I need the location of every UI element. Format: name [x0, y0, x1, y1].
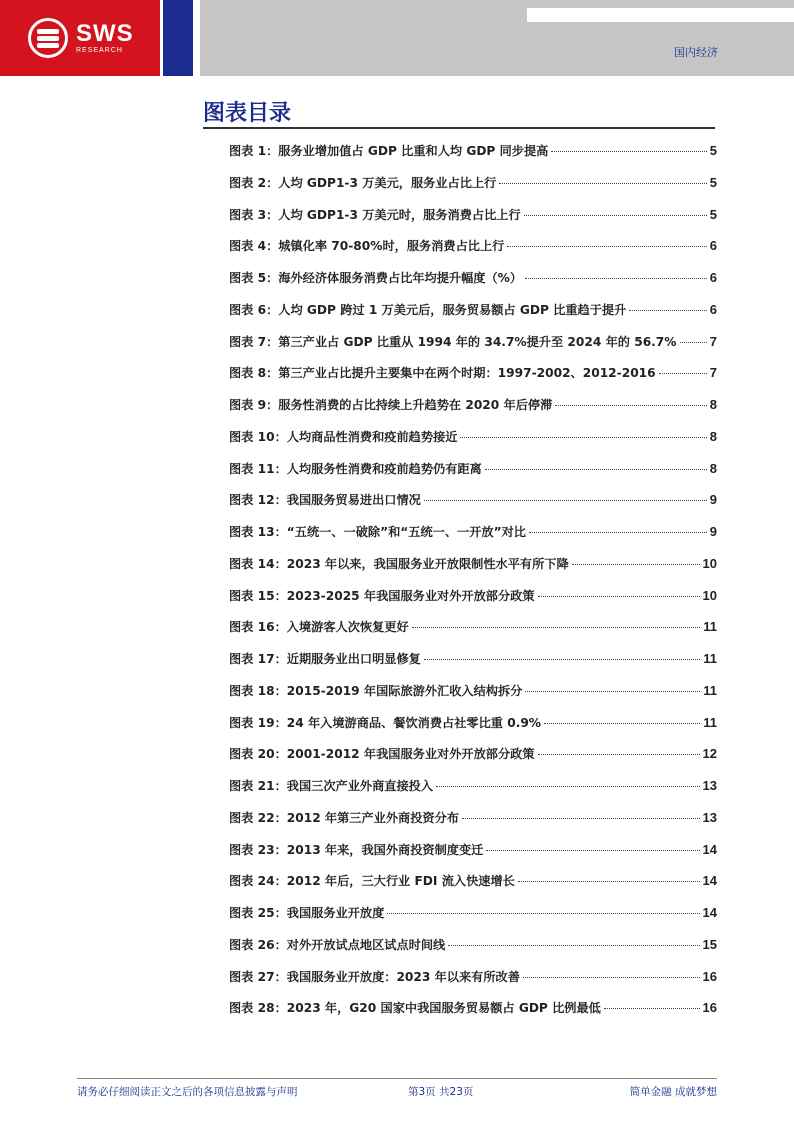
footer-divider	[77, 1078, 717, 1079]
toc-dot-leader	[529, 532, 707, 533]
toc-entry-page: 8	[709, 460, 717, 476]
toc-dot-leader	[523, 977, 700, 978]
toc-entry[interactable]	[229, 364, 717, 396]
toc-entry-page: 13	[702, 809, 717, 825]
toc-entry-label: 图表 16：入境游客人次恢复更好	[229, 620, 409, 635]
header-blue-bar	[163, 0, 193, 76]
toc-entry[interactable]	[229, 428, 717, 460]
title-divider	[203, 127, 715, 129]
toc-entry[interactable]	[229, 777, 717, 809]
toc-entry-page: 10	[702, 555, 717, 571]
toc-entry[interactable]	[229, 618, 717, 650]
logo-text	[76, 19, 134, 55]
toc-entry[interactable]	[229, 269, 717, 301]
toc-entry[interactable]	[229, 936, 717, 968]
toc-dot-leader	[424, 659, 700, 660]
toc-entry-page: 14	[702, 873, 717, 889]
toc-entry-label: 图表 3：人均 GDP1-3 万美元时，服务消费占比上行	[229, 207, 521, 222]
toc-entry-page: 15	[702, 936, 717, 952]
toc-entry-page: 9	[709, 492, 717, 508]
toc-entry-page: 8	[709, 428, 717, 444]
toc-entry-page: 16	[702, 1000, 717, 1016]
toc-entry-page: 11	[703, 682, 717, 698]
toc-entry-label: 图表 20：2001-2012 年我国服务业对外开放部分政策	[229, 747, 535, 762]
toc-entry-label: 图表 9：服务性消费的占比持续上升趋势在 2020 年后停滞	[229, 398, 553, 412]
toc-entry-label: 图表 11：人均服务性消费和疫前趋势仍有距离	[229, 461, 482, 476]
toc-entry-page: 14	[702, 905, 717, 920]
toc-entry-label: 图表 14：2023 年以来，我国服务业开放限制性水平有所下降	[229, 556, 569, 571]
toc-entry-page: 14	[702, 841, 717, 857]
toc-entry-label: 图表 2：人均 GDP1-3 万美元，服务业占比上行	[229, 175, 497, 190]
logo-mark-icon	[28, 18, 68, 58]
toc-dot-leader	[538, 596, 700, 597]
toc-entry-label: 图表 24：2012 年后，三大行业 FDI 流入快速增长	[229, 874, 515, 889]
toc-entry-page: 16	[702, 968, 717, 984]
toc-entry-page: 12	[702, 746, 717, 762]
toc-entry[interactable]	[229, 237, 717, 269]
toc-entry-page: 10	[702, 587, 717, 603]
toc-entry[interactable]	[229, 587, 717, 619]
section-label: 国内经济	[674, 46, 718, 59]
toc-dot-leader	[555, 405, 707, 406]
toc-dot-leader	[436, 786, 700, 787]
toc-entry-label: 图表 8：第三产业占比提升主要集中在两个时期：1997-2002、2012-2016	[229, 366, 656, 381]
toc-entry-label: 图表 5：海外经济体服务消费占比年均提升幅度（%）	[229, 271, 523, 285]
toc-entry-label: 图表 25：我国服务业开放度	[229, 906, 385, 920]
footer-page-number: 第3页 共23页	[408, 1086, 474, 1098]
toc-dot-leader	[572, 564, 700, 565]
logo-main-text: SWS	[76, 19, 134, 47]
toc-dot-leader	[524, 215, 707, 216]
toc-entry-label: 图表 15：2023-2025 年我国服务业对外开放部分政策	[229, 588, 535, 603]
toc-entry[interactable]	[229, 301, 717, 333]
toc-dot-leader	[604, 1008, 700, 1009]
toc-entry-label: 图表 22：2012 年第三产业外商投资分布	[229, 810, 459, 825]
toc-entry[interactable]	[229, 682, 717, 714]
toc-entry-page: 8	[709, 397, 717, 412]
toc-entry-page: 6	[709, 238, 717, 254]
toc-entry-page: 5	[709, 174, 717, 190]
toc-dot-leader	[680, 342, 707, 343]
toc-entry-page: 5	[709, 206, 717, 222]
toc-entry-label: 图表 28：2023 年，G20 国家中我国服务贸易额占 GDP 比例最低	[229, 1001, 601, 1016]
footer-disclaimer: 请务必仔细阅读正文之后的各项信息披露与声明	[77, 1086, 298, 1098]
toc-dot-leader	[525, 278, 707, 279]
toc-dot-leader	[507, 246, 706, 247]
toc-dot-leader	[551, 151, 706, 152]
toc-entry-label: 图表 7：第三产业占 GDP 比重从 1994 年的 34.7%提升至 2024 年的 56.7%	[229, 334, 677, 349]
toc-entry[interactable]	[229, 872, 717, 904]
toc-entry-page: 9	[709, 524, 717, 539]
toc-dot-leader	[659, 373, 707, 374]
toc-entry-page: 11	[703, 651, 717, 666]
toc-entry-page: 6	[709, 301, 717, 317]
toc-entry-label: 图表 27：我国服务业开放度：2023 年以来有所改善	[229, 969, 520, 984]
toc-entry[interactable]	[229, 968, 717, 1000]
toc-entry-label: 图表 6：人均 GDP 跨过 1 万美元后，服务贸易额占 GDP 比重趋于提升	[229, 302, 627, 317]
company-logo	[0, 0, 160, 76]
toc-entry-label: 图表 12：我国服务贸易进出口情况	[229, 493, 421, 508]
toc-dot-leader	[499, 183, 706, 184]
toc-dot-leader	[412, 627, 701, 628]
toc-entry-label: 图表 1：服务业增加值占 GDP 比重和人均 GDP 同步提高	[229, 144, 549, 158]
logo-sub-text: RESEARCH	[76, 46, 123, 54]
toc-dot-leader	[486, 850, 699, 851]
toc-entry-label: 图表 10：人均商品性消费和疫前趋势接近	[229, 429, 458, 444]
toc-entry-label: 图表 21：我国三次产业外商直接投入	[229, 779, 434, 793]
toc-entry-page: 13	[702, 778, 717, 793]
toc-dot-leader	[387, 913, 699, 914]
toc-entry[interactable]	[229, 174, 717, 206]
toc-dot-leader	[424, 500, 707, 501]
toc-entry-label: 图表 17：近期服务业出口明显修复	[229, 652, 421, 666]
toc-entry[interactable]	[229, 396, 717, 428]
toc-list	[229, 142, 717, 1031]
toc-dot-leader	[538, 754, 700, 755]
footer-slogan: 简单金融 成就梦想	[629, 1086, 717, 1098]
toc-entry[interactable]	[229, 142, 717, 174]
toc-entry-label: 图表 18：2015-2019 年国际旅游外汇收入结构拆分	[229, 683, 523, 698]
header-white-strip	[527, 8, 794, 22]
toc-dot-leader	[485, 469, 707, 470]
toc-entry-label: 图表 4：城镇化率 70-80%时，服务消费占比上行	[229, 239, 505, 254]
toc-entry[interactable]	[229, 491, 717, 523]
toc-entry[interactable]	[229, 206, 717, 238]
toc-entry[interactable]	[229, 745, 717, 777]
toc-dot-leader	[629, 310, 706, 311]
toc-entry[interactable]	[229, 999, 717, 1031]
toc-entry[interactable]	[229, 904, 717, 936]
toc-dot-leader	[525, 691, 700, 692]
toc-entry-label: 图表 23：2013 年来，我国外商投资制度变迁	[229, 842, 484, 857]
toc-dot-leader	[462, 818, 700, 819]
toc-entry[interactable]	[229, 809, 717, 841]
toc-entry-page: 6	[709, 270, 717, 285]
toc-dot-leader	[448, 945, 699, 946]
toc-dot-leader	[544, 723, 700, 724]
toc-entry[interactable]	[229, 523, 717, 555]
toc-entry[interactable]	[229, 555, 717, 587]
toc-entry-page: 7	[709, 333, 717, 349]
toc-entry-label: 图表 26：对外开放试点地区试点时间线	[229, 937, 446, 952]
toc-entry-page: 11	[703, 619, 717, 635]
toc-dot-leader	[460, 437, 706, 438]
toc-entry-label: 图表 19：24 年入境游商品、餐饮消费占社零比重 0.9%	[229, 715, 542, 730]
toc-entry-page: 5	[709, 143, 717, 158]
toc-entry-page: 11	[703, 714, 717, 730]
toc-entry[interactable]	[229, 333, 717, 365]
toc-entry[interactable]	[229, 841, 717, 873]
toc-dot-leader	[518, 881, 700, 882]
toc-entry-page: 7	[709, 365, 717, 381]
toc-title: 图表目录	[203, 101, 292, 126]
toc-entry-label: 图表 13：“五统一、一破除”和“五统一、一开放”对比	[229, 525, 526, 539]
toc-entry[interactable]	[229, 460, 717, 492]
toc-entry[interactable]	[229, 714, 717, 746]
toc-entry[interactable]	[229, 650, 717, 682]
